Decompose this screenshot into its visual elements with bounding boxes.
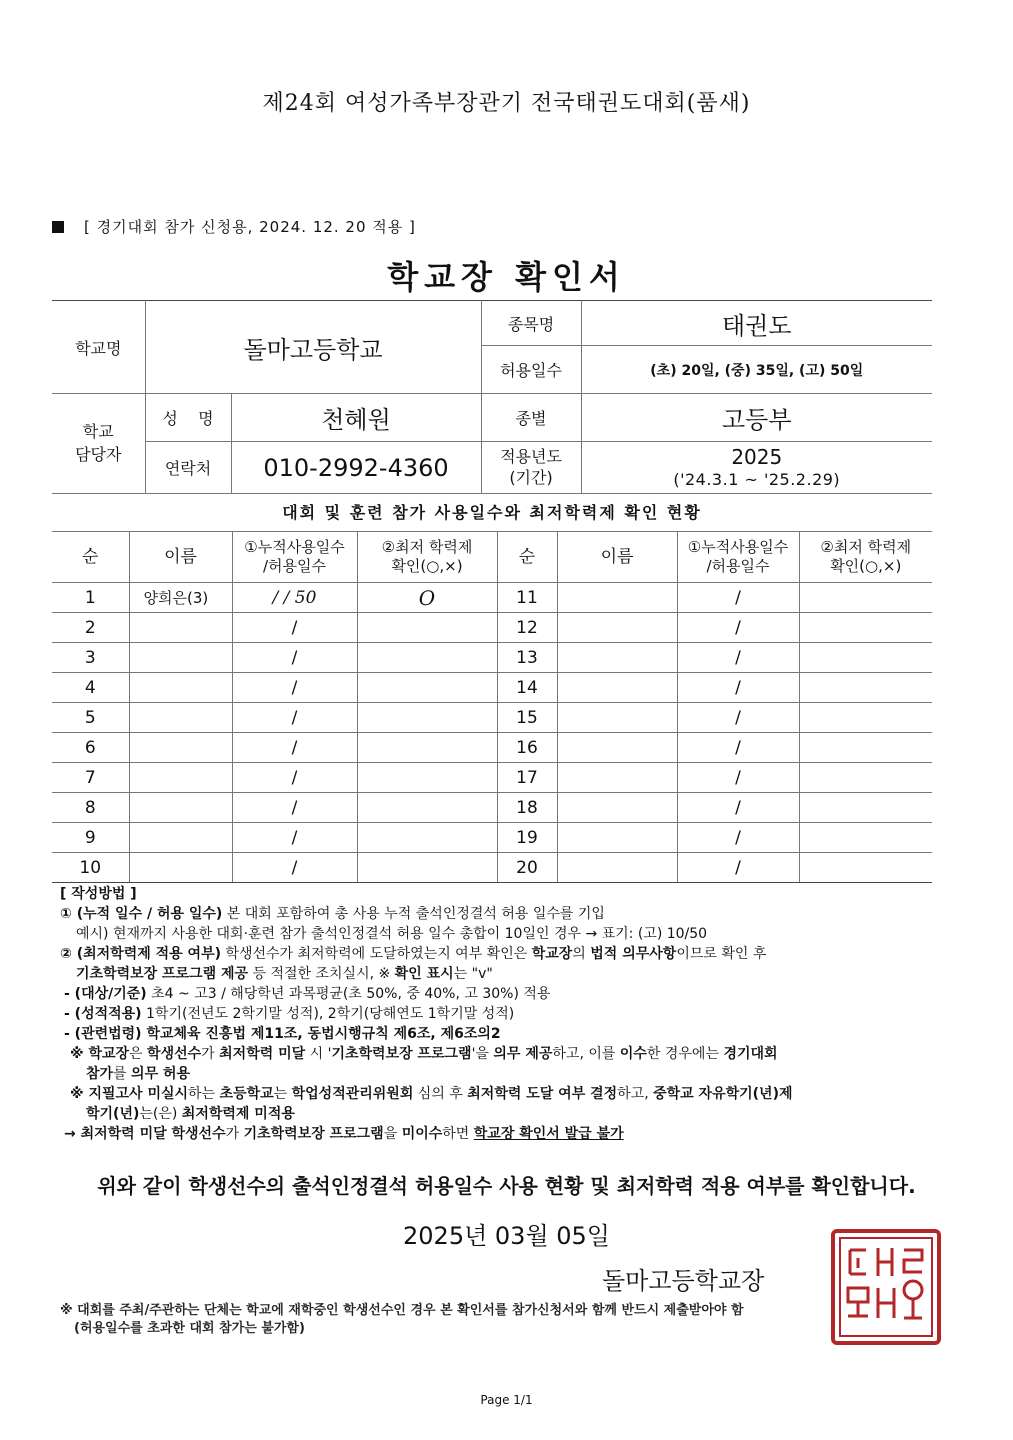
col-days-right-line-1: ①누적사용일수 — [687, 537, 789, 556]
row-days: / — [232, 733, 357, 763]
school-seal-icon — [830, 1228, 942, 1346]
method-text: 을 — [383, 1126, 402, 1142]
method-text: 학교장 확인서 발급 불가 — [473, 1126, 624, 1142]
table-row — [52, 763, 932, 793]
method-text: 학교체육 진흥법 제11조, 동법시행규칙 제6조, 제6조의2 — [141, 1026, 501, 1042]
method-text: 가 — [225, 1126, 244, 1142]
method-text: 최저학력 도달 여부 결정 — [467, 1086, 618, 1102]
row-check — [357, 763, 497, 793]
row-days: / — [677, 613, 799, 643]
method-text: ※ 지필고사 미실시 — [70, 1086, 189, 1102]
method-text: '을 — [471, 1046, 494, 1062]
col-no: 순 — [52, 532, 129, 583]
col-check-right — [799, 532, 932, 583]
method-text: 중학교 자유학기(년)제 — [653, 1086, 793, 1102]
method-text: 하고, — [617, 1086, 654, 1102]
writing-method — [60, 884, 940, 1144]
name-label: 성 명 — [145, 394, 231, 442]
method-text: 참가 — [86, 1066, 114, 1082]
method-text: 학업성적관리위원회 — [291, 1086, 414, 1102]
event-type: 태권도 — [581, 301, 932, 346]
row-name — [129, 703, 232, 733]
row-check — [799, 673, 932, 703]
col-check — [357, 532, 497, 583]
col-name-right: 이름 — [557, 532, 677, 583]
manager-label-line-2: 담당자 — [75, 444, 122, 464]
row-days: / — [232, 703, 357, 733]
col-check-line-2: 확인(○,×) — [391, 557, 463, 575]
row-no: 16 — [497, 733, 557, 763]
row-no: 10 — [52, 853, 129, 883]
method-heading: [ 작성방법 ] — [60, 886, 137, 902]
method-text: → 최저학력 미달 학생선수 — [64, 1126, 226, 1142]
row-no: 11 — [497, 583, 557, 613]
col-days-right — [677, 532, 799, 583]
method-text: ※ 학교장 — [70, 1046, 130, 1062]
row-check — [357, 643, 497, 673]
row-check — [357, 673, 497, 703]
row-no: 7 — [52, 763, 129, 793]
row-name — [557, 673, 677, 703]
row-check — [799, 853, 932, 883]
method-text: 최저학력 미달 — [219, 1046, 306, 1062]
method-text: 학생선수 — [147, 1046, 202, 1062]
apply-year-cell — [581, 442, 932, 494]
usage-note — [52, 216, 416, 237]
method-text: 법적 의무사항 — [590, 946, 677, 962]
row-days: / — [677, 703, 799, 733]
table-row — [52, 613, 932, 643]
method-text: 등 적절한 조치실시, ※ — [248, 966, 395, 982]
method-text: ① (누적 일수 / 허용 일수) — [60, 906, 223, 922]
usage-note-text: [ 경기대회 참가 신청용, 2024. 12. 20 적용 ] — [84, 218, 416, 236]
row-name — [557, 613, 677, 643]
method-text: - (성적적용) — [64, 1006, 142, 1022]
row-days: / — [677, 763, 799, 793]
method-text: 의무 허용 — [131, 1066, 191, 1082]
page-number: Page 1/1 — [480, 1393, 533, 1407]
row-days: / — [677, 793, 799, 823]
method-text: 하면 — [442, 1126, 474, 1142]
division: 고등부 — [581, 394, 932, 442]
method-text: 기초학력보장 프로그램 — [331, 1046, 472, 1062]
method-text: 은 — [129, 1046, 148, 1062]
table-row — [52, 703, 932, 733]
document-title: 학교장 확인서 — [387, 258, 626, 296]
row-check — [799, 613, 932, 643]
method-text: 기초학력보장 프로그램 제공 — [76, 966, 249, 982]
method-text: 학생선수가 최저학력에 도달하였는지 여부 확인은 — [221, 946, 532, 962]
table-row — [52, 583, 932, 613]
table-row — [52, 733, 932, 763]
row-days: / — [677, 733, 799, 763]
square-bullet-icon — [52, 221, 64, 233]
method-text: 예시) 현재까지 사용한 대회·훈련 참가 출석인정결석 허용 일수 총합이 10일인 경우 → 표기: (고) 10/50 — [76, 926, 708, 942]
principal-title: 돌마고등학교장 — [602, 1267, 765, 1295]
row-days: / — [677, 853, 799, 883]
row-name — [129, 733, 232, 763]
event-title: 제24회 여성가족부장관기 전국태권도대회(품새) — [262, 91, 751, 116]
method-text: 본 대회 포함하여 총 사용 누적 출석인정결석 허용 일수를 기입 — [222, 906, 605, 922]
method-text: 의무 제공 — [493, 1046, 553, 1062]
row-name — [129, 823, 232, 853]
row-name — [129, 613, 232, 643]
row-days: / / 50 — [232, 583, 357, 613]
row-name — [557, 643, 677, 673]
apply-period: ('24.3.1 ~ '25.2.29) — [673, 470, 841, 490]
method-text: 1학기(전년도 2학기말 성적), 2학기(당해연도 1학기말 성적) — [141, 1006, 515, 1022]
row-days: / — [232, 613, 357, 643]
col-no-right: 순 — [497, 532, 557, 583]
method-text: 심의 후 — [413, 1086, 468, 1102]
row-no: 4 — [52, 673, 129, 703]
method-text: 경기대회 — [723, 1046, 778, 1062]
row-no: 17 — [497, 763, 557, 793]
row-check — [799, 733, 932, 763]
row-name — [557, 853, 677, 883]
row-days: / — [232, 673, 357, 703]
row-check — [357, 823, 497, 853]
row-name: 양희은(3) — [129, 583, 232, 613]
year-label-line-2: (기간) — [509, 467, 553, 487]
row-check — [799, 643, 932, 673]
method-text: 학교장 — [531, 946, 573, 962]
col-days-line-1: ①누적사용일수 — [244, 537, 345, 556]
row-days: / — [232, 853, 357, 883]
col-days — [232, 532, 357, 583]
footnote-line-1: ※ 대회를 주최/주관하는 단체는 학교에 재학중인 학생선수인 경우 본 확인서를 참가신청서와 함께 반드시 제출받아야 함 — [60, 1303, 744, 1318]
table-row — [52, 673, 932, 703]
row-name — [129, 673, 232, 703]
row-name — [129, 853, 232, 883]
footnote-line-2: (허용일수를 초과한 대회 참가는 불가함) — [74, 1321, 305, 1336]
method-text: 초등학교 — [219, 1086, 274, 1102]
row-name — [557, 793, 677, 823]
school-name: 돌마고등학교 — [145, 301, 481, 394]
method-text: 는 "v" — [453, 966, 493, 982]
row-no: 19 — [497, 823, 557, 853]
row-no: 12 — [497, 613, 557, 643]
row-days: / — [232, 763, 357, 793]
row-days: / — [232, 793, 357, 823]
row-no: 1 — [52, 583, 129, 613]
method-text: 이므로 확인 후 — [676, 946, 767, 962]
row-name — [129, 763, 232, 793]
row-days: / — [232, 823, 357, 853]
method-text: 의 — [572, 946, 591, 962]
row-days: / — [677, 673, 799, 703]
method-text: 이수 — [619, 1046, 647, 1062]
status-table — [52, 531, 932, 883]
school-label: 학교명 — [52, 301, 145, 394]
row-check: O — [357, 583, 497, 613]
table-row — [52, 643, 932, 673]
manager-label-line-1: 학교 — [82, 422, 114, 442]
method-text: 최저학력제 미적용 — [181, 1106, 295, 1122]
method-text: 확인 표시 — [394, 966, 454, 982]
row-check — [799, 703, 932, 733]
method-text: 시 ' — [305, 1046, 332, 1062]
division-label: 종별 — [481, 394, 581, 442]
method-text: 학기(년) — [86, 1106, 140, 1122]
row-name — [557, 823, 677, 853]
method-text: 하고, 이를 — [552, 1046, 620, 1062]
row-no: 13 — [497, 643, 557, 673]
row-check — [799, 763, 932, 793]
allowed-days-label: 허용일수 — [481, 346, 581, 394]
contact-number: 010-2992-4360 — [231, 442, 481, 494]
row-days: / — [677, 583, 799, 613]
row-check — [799, 583, 932, 613]
row-check — [799, 823, 932, 853]
method-text: 는(은) — [139, 1106, 182, 1122]
row-check — [799, 793, 932, 823]
row-name — [557, 703, 677, 733]
row-no: 15 — [497, 703, 557, 733]
col-name: 이름 — [129, 532, 232, 583]
row-no: 20 — [497, 853, 557, 883]
document-date: 2025년 03월 05일 — [403, 1222, 610, 1250]
row-name — [557, 763, 677, 793]
method-text: - (관련법령) — [64, 1026, 142, 1042]
method-text: - (대상/기준) — [64, 986, 147, 1002]
method-text: 미이수 — [401, 1126, 443, 1142]
method-text: ② (최저학력제 적용 여부) — [60, 946, 221, 962]
row-no: 3 — [52, 643, 129, 673]
method-text: 하는 — [188, 1086, 220, 1102]
row-no: 9 — [52, 823, 129, 853]
col-check-right-line-1: ②최저 학력제 — [820, 537, 912, 556]
year-label-line-1: 적용년도 — [500, 446, 562, 466]
row-days: / — [677, 823, 799, 853]
method-text: 한 경우에는 — [646, 1046, 724, 1062]
row-check — [357, 703, 497, 733]
method-text: 를 — [113, 1066, 132, 1082]
allowed-days: (초) 20일, (중) 35일, (고) 50일 — [581, 346, 932, 394]
footnote — [60, 1302, 744, 1338]
manager-label — [52, 394, 145, 494]
row-days: / — [677, 643, 799, 673]
row-check — [357, 853, 497, 883]
row-no: 18 — [497, 793, 557, 823]
row-name — [129, 643, 232, 673]
method-text: 는 — [273, 1086, 292, 1102]
school-info-table — [52, 300, 932, 494]
row-check — [357, 733, 497, 763]
contact-label: 연락처 — [145, 442, 231, 494]
col-check-right-line-2: 확인(○,×) — [830, 557, 902, 575]
apply-year: 2025 — [731, 445, 783, 470]
manager-name: 천혜원 — [231, 394, 481, 442]
confirmation-statement: 위와 같이 학생선수의 출석인정결석 허용일수 사용 현황 및 최저학력 적용 여부를 확인합니다. — [97, 1174, 916, 1198]
row-no: 6 — [52, 733, 129, 763]
year-label — [481, 442, 581, 494]
col-days-right-line-2: /허용일수 — [706, 557, 770, 575]
table-row — [52, 793, 932, 823]
row-no: 2 — [52, 613, 129, 643]
row-name — [129, 793, 232, 823]
status-header-row — [52, 532, 932, 583]
row-check — [357, 793, 497, 823]
row-no: 14 — [497, 673, 557, 703]
table-row — [52, 853, 932, 883]
table-row — [52, 823, 932, 853]
method-text: 기초학력보장 프로그램 — [243, 1126, 384, 1142]
row-no: 8 — [52, 793, 129, 823]
row-name — [557, 733, 677, 763]
row-days: / — [232, 643, 357, 673]
event-type-label: 종목명 — [481, 301, 581, 346]
method-text: 가 — [201, 1046, 220, 1062]
method-text: 초4 ~ 고3 / 해당학년 과목평균(초 50%, 중 40%, 고 30%) 적용 — [146, 986, 551, 1002]
col-check-line-1: ②최저 학력제 — [381, 537, 473, 556]
row-check — [357, 613, 497, 643]
status-title: 대회 및 훈련 참가 사용일수와 최저학력제 확인 현황 — [282, 503, 702, 522]
row-name — [557, 583, 677, 613]
col-days-line-2: /허용일수 — [262, 557, 326, 575]
row-no: 5 — [52, 703, 129, 733]
